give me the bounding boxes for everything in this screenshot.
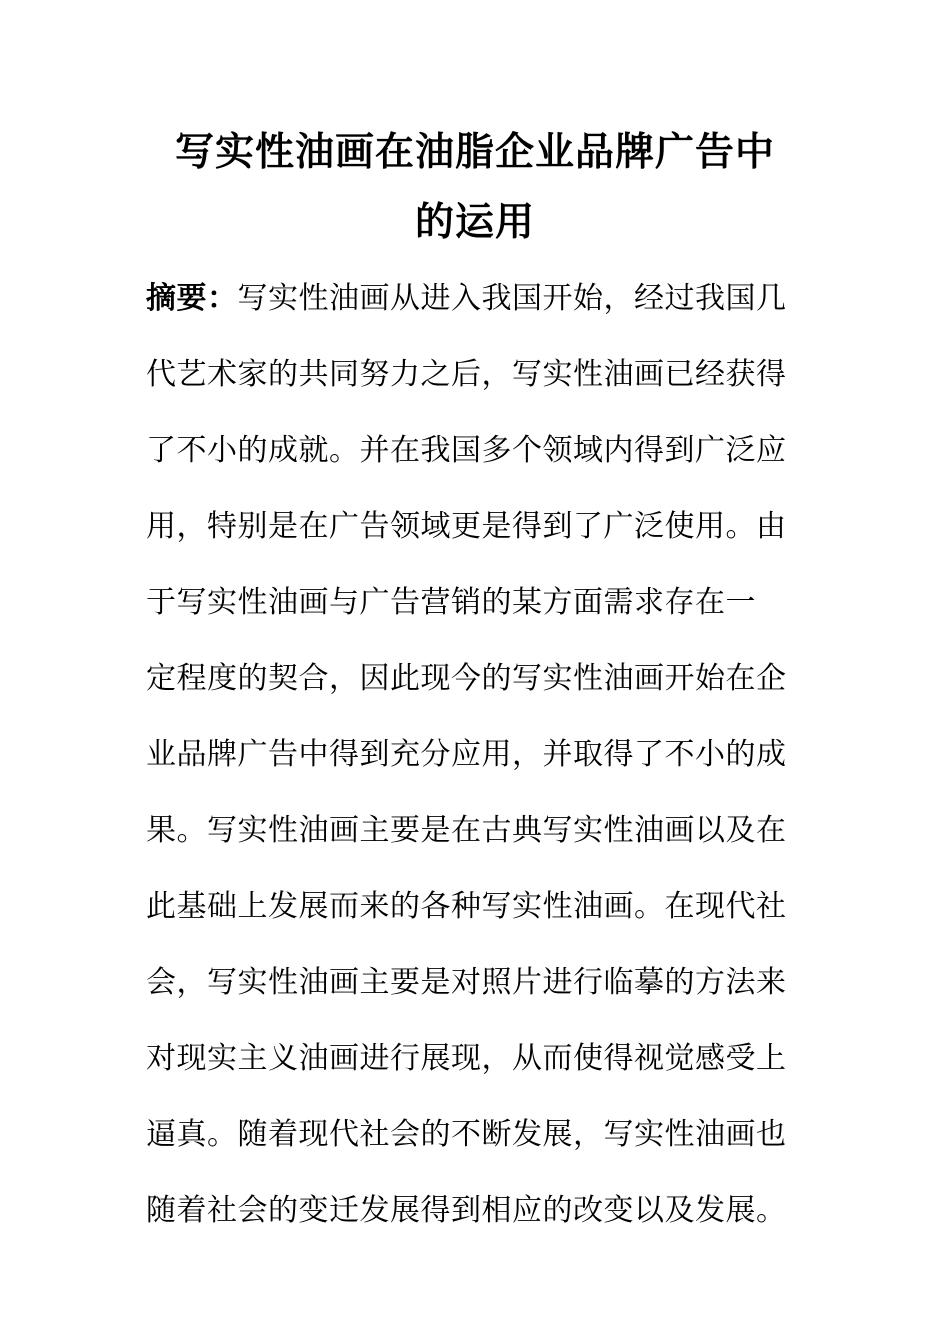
document-title	[140, 118, 810, 258]
paragraph-line: 了不小的成就。并在我国多个领域内得到广泛应	[146, 433, 787, 468]
paragraph-line: 随着社会的变迁发展得到相应的改变以及发展。	[146, 1193, 787, 1228]
paragraph-line: 业品牌广告中得到充分应用，并取得了不小的成	[146, 737, 787, 772]
paragraph-line: 会，写实性油画主要是对照片进行临摹的方法来	[146, 965, 787, 1000]
paragraph-line: 逼真。随着现代社会的不断发展，写实性油画也	[146, 1117, 787, 1152]
abstract-label: 摘要：	[146, 281, 238, 316]
abstract-paragraph	[146, 261, 810, 1249]
paragraph-line: 于写实性油画与广告营销的某方面需求存在一	[146, 585, 756, 620]
paragraph-line: 果。写实性油画主要是在古典写实性油画以及在	[146, 813, 787, 848]
paragraph-line: 此基础上发展而来的各种写实性油画。在现代社	[146, 889, 787, 924]
paragraph-line: 用，特别是在广告领域更是得到了广泛使用。由	[146, 509, 787, 544]
paragraph-line: 代艺术家的共同努力之后，写实性油画已经获得	[146, 357, 787, 392]
paragraph-line: 定程度的契合，因此现今的写实性油画开始在企	[146, 661, 787, 696]
title-line-1: 写实性油画在油脂企业品牌广告中	[174, 130, 775, 175]
paragraph-line: 对现实主义油画进行展现，从而使得视觉感受上	[146, 1041, 787, 1076]
title-line-2: 的运用	[414, 200, 535, 245]
paragraph-line	[146, 261, 810, 337]
paragraph-line-text: 写实性油画从进入我国开始，经过我国几	[237, 281, 787, 316]
